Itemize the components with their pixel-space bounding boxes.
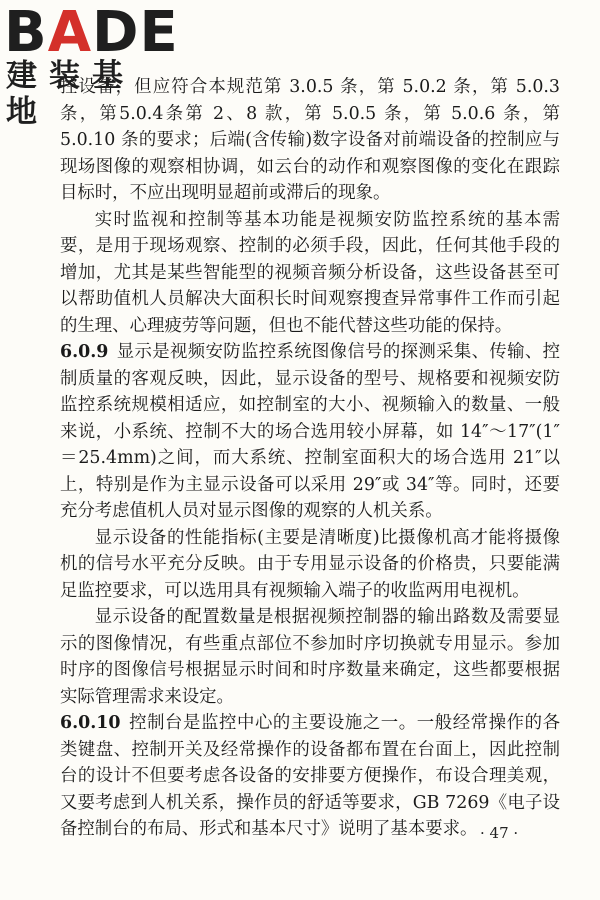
paragraph-text: 控制台是监控中心的主要设施之一。一般经常操作的各类键盘、控制开关及经常操作的设备都布置在台面上，因此控制台的设计不但要考虑各设备的安排要方便操作，布设合理美观，又要考虑到人机关系，操作员的舒适等要求，GB 7269《电子设备控制台的布局、形式和基本尺寸》说明了基本要求。: [60, 713, 560, 839]
page-number: · 47 ·: [480, 824, 519, 842]
logo-subtitle: 建装基地: [6, 58, 135, 130]
paragraph-6-0-10: [60, 710, 560, 843]
paragraph-text: 控设备，但应符合本规范第 3.0.5 条，第 5.0.2 条，第 5.0.3 条，第5.0.4条第 2、8 款，第 5.0.5 条，第 5.0.6 条，第 5.0.10 条的要求；后端(含传输)数字设备对前端设备的控制应与现场图像的观察相协调，如云台的动作和观察图像的变化在跟踪目标时，不应出现明显超前或滞后的现象。: [60, 77, 560, 203]
body-text: [60, 74, 560, 843]
logo-wordmark: BADE: [4, 0, 179, 65]
paragraph: [60, 207, 560, 340]
paragraph-text: 显示是视频安防监控系统图像信号的探测采集、传输、控制质量的客观反映，因此，显示设备的型号、规格要和视频安防监控系统规模相适应，如控制室的大小、视频输入的数量、一般来说，小系统、控制不大的场合选用较小屏幕，如 14″～17″(1″＝25.4mm)之间，而大系统、控制室面积大的场合选用 21″以上，特别是作为主显示设备可以采用 29″或 34″等。同时，还要充分考虑值机人员对显示图像的观察的人机关系。: [60, 342, 560, 521]
paragraph: [60, 525, 560, 605]
paragraph-6-0-9: [60, 339, 560, 525]
paragraph-text: 显示设备的性能指标(主要是清晰度)比摄像机高才能将摄像机的信号水平充分反映。由于专用显示设备的价格贵，只要能满足监控要求，可以选用具有视频输入端子的收监两用电视机。: [60, 527, 560, 601]
paragraph-text: 显示设备的配置数量是根据视频控制器的输出路数及需要显示的图像情况，有些重点部位不参加时序切换就专用显示。参加时序的图像信号根据显示时间和时序数量来确定，这些都要根据实际管理需求来设定。: [60, 607, 560, 707]
bade-logo: [4, 0, 179, 130]
paragraph: [60, 604, 560, 710]
section-number: 6.0.10: [60, 713, 121, 733]
paragraph-text: 实时监视和控制等基本功能是视频安防监控系统的基本需要，是用于现场观察、控制的必须手段，因此，任何其他手段的增加，尤其是某些智能型的视频音频分析设备，这些设备甚至可以帮助值机人员解决大面积长时间观察搜查异常事件工作而引起的生理、心理疲劳等问题，但也不能代替这些功能的保持。: [60, 209, 560, 336]
section-number: 6.0.9: [60, 342, 109, 362]
